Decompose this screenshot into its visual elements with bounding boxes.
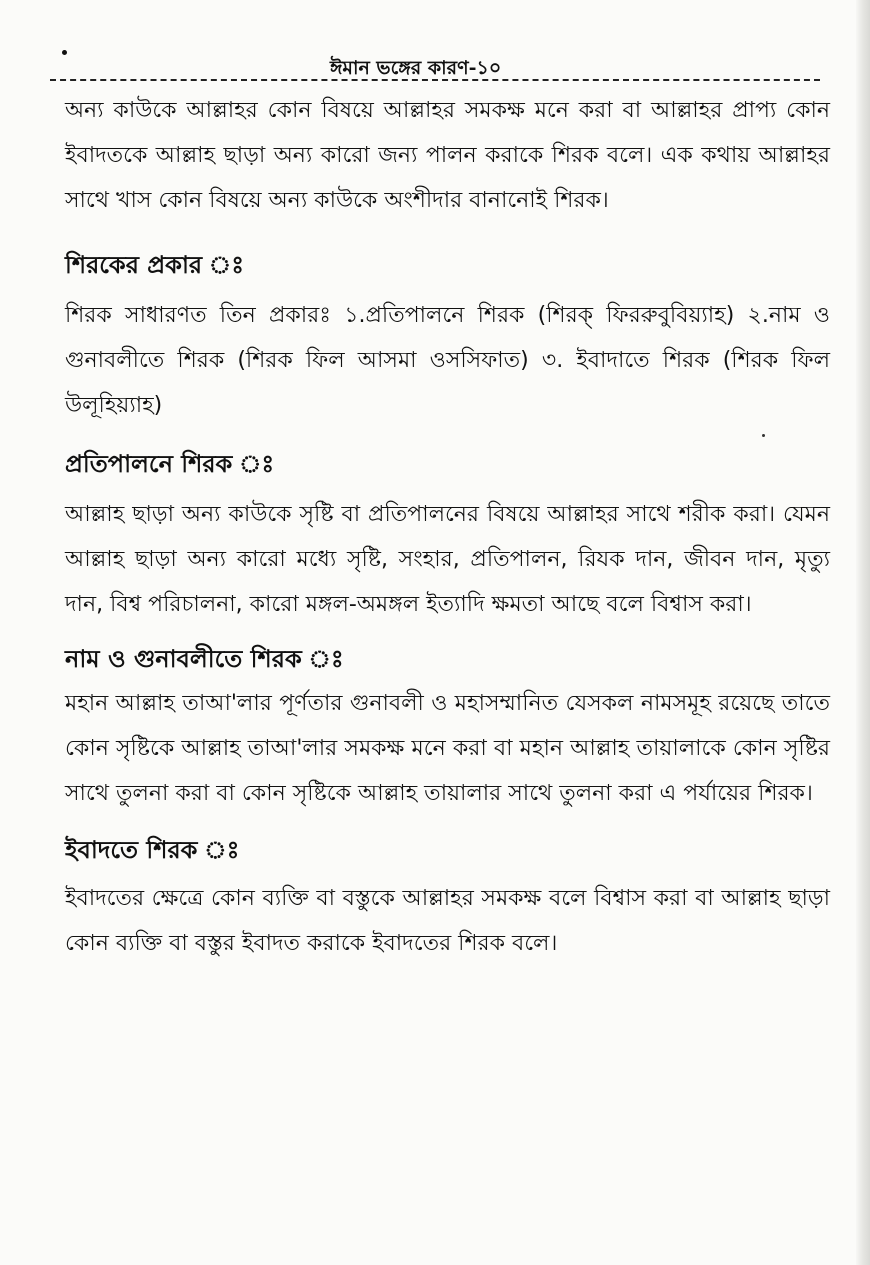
- ibadah-heading: ইবাদতে শিরক ঃ: [65, 836, 240, 864]
- scan-speck: [762, 434, 765, 437]
- page-edge-shadow: [856, 0, 870, 1265]
- types-paragraph: শিরক সাধারণত তিন প্রকারঃ ১.প্রতিপালনে শিরক (শিরক্‌ ফিররুবুবিয়্যাহ) ২.নাম ও গুনাবলীতে শিরক (শিরক ফিল আসমা ওসসিফাত) ৩. ইবাদাতে শিরক (শিরক ফিল উলূহিয়্যাহ): [65, 303, 830, 418]
- page-header: [0, 52, 870, 82]
- rububiyyah-heading: প্রতিপালনে শিরক ঃ: [65, 450, 275, 478]
- header-dashed-rule: [50, 79, 820, 81]
- page-body: [65, 88, 830, 966]
- intro-paragraph: অন্য কাউকে আল্লাহর কোন বিষয়ে আল্লাহর সমকক্ষ মনে করা বা আল্লাহর প্রাপ্য কোন ইবাদতকে আল্লাহ ছাড়া অন্য কারো জন্য পালন করাকে শিরক বলে। এক কথায় আল্লাহর সাথে খাস কোন বিষয়ে অন্য কাউকে অংশীদার বানানোই শিরক।: [65, 98, 830, 213]
- asma-heading: নাম ও গুনাবলীতে শিরক ঃ: [65, 645, 344, 673]
- rububiyyah-paragraph: আল্লাহ ছাড়া অন্য কাউকে সৃষ্টি বা প্রতিপালনের বিষয়ে আল্লাহর সাথে শরীক করা। যেমন আল্লাহ ছাড়া অন্য কারো মধ্যে সৃষ্টি, সংহার, প্রতিপালন, রিযক দান, জীবন দান, মৃত্যু দান, বিশ্ব পরিচালনা, কারো মঙ্গল-অমঙ্গল ইত্যাদি ক্ষমতা আছে বলে বিশ্বাস করা।: [65, 502, 830, 617]
- running-title: ঈমান ভঙ্গের কারণ-১০: [330, 57, 502, 79]
- types-heading: শিরকের প্রকার ঃ: [65, 251, 245, 279]
- ink-dot: [62, 50, 67, 55]
- ibadah-paragraph: ইবাদতের ক্ষেত্রে কোন ব্যক্তি বা বস্তুকে আল্লাহর সমকক্ষ বলে বিশ্বাস করা বা আল্লাহ ছাড়া কোন ব্যক্তি বা বস্তুর ইবাদত করাকে ইবাদতের শিরক বলে।: [65, 886, 830, 956]
- asma-paragraph: মহান আল্লাহ তাআ'লার পূর্ণতার গুনাবলী ও মহাসম্মানিত যেসকল নামসমূহ রয়েছে তাতে কোন সৃষ্টিকে আল্লাহ তাআ'লার সমকক্ষ মনে করা বা মহান আল্লাহ তায়ালাকে কোন সৃষ্টির সাথে তুলনা করা বা কোন সৃষ্টিকে আল্লাহ তায়ালার সাথে তুলনা করা এ পর্যায়ের শিরক।: [65, 691, 830, 806]
